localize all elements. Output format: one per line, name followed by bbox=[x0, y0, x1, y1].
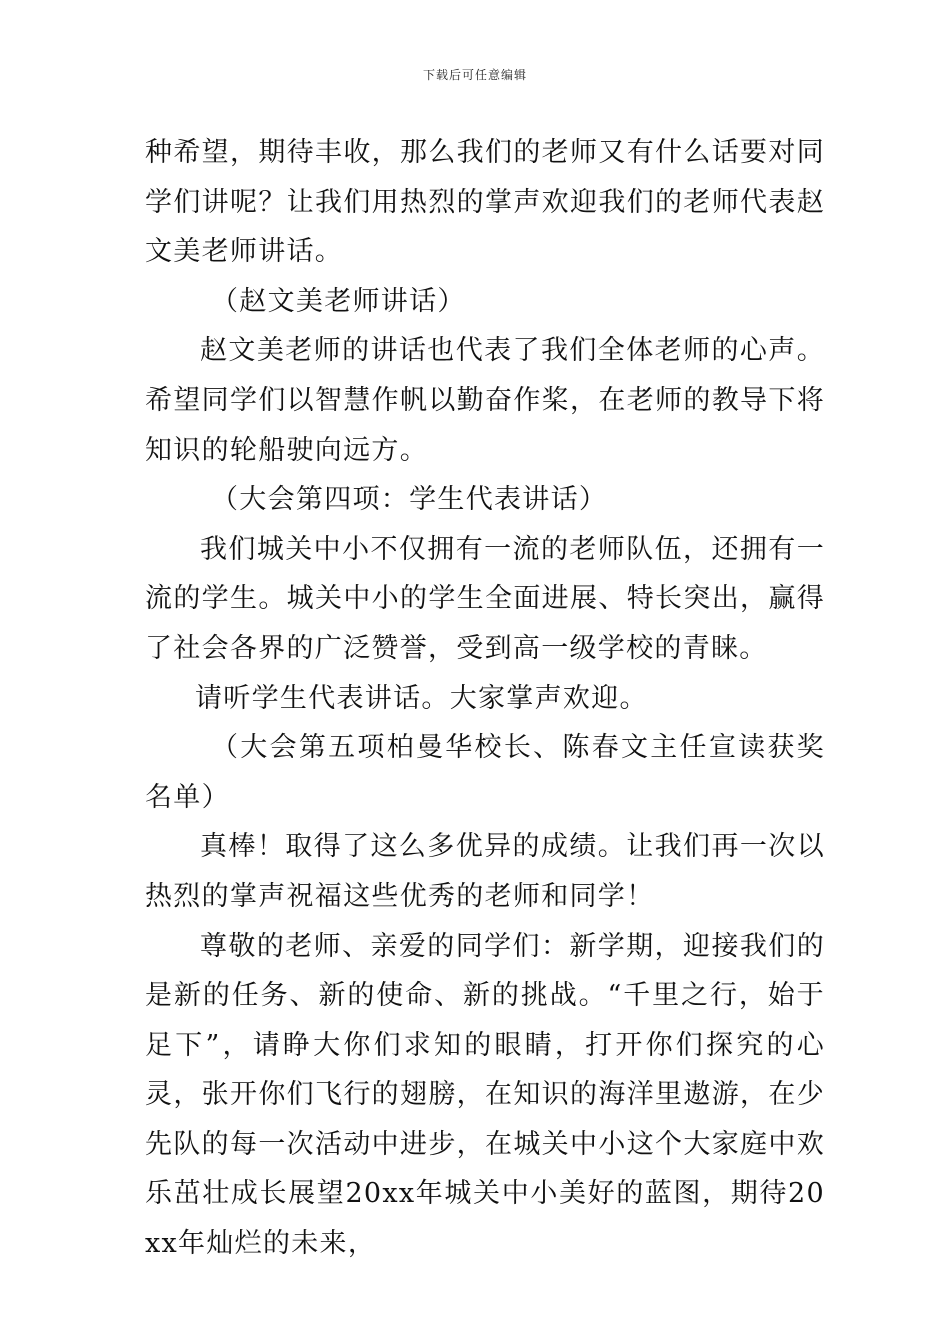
paragraph-1: 种希望，期待丰收，那么我们的老师又有什么话要对同学们讲呢？让我们用热烈的掌声欢迎我们的老师代表赵文美老师讲话。 bbox=[145, 137, 825, 268]
paragraph-6: 请听学生代表讲话。大家掌声欢迎。 bbox=[195, 682, 648, 714]
paragraph-7: （大会第五项柏曼华校长、陈春文主任宣读获奖名单） bbox=[145, 732, 825, 813]
paragraph-2: （赵文美老师讲话） bbox=[211, 285, 466, 317]
paragraph-8: 真棒！取得了这么多优异的成绩。让我们再一次以热烈的掌声祝福这些优秀的老师和同学！ bbox=[145, 831, 825, 912]
page-header: 下载后可任意编辑 bbox=[422, 68, 527, 82]
paragraph-5: 我们城关中小不仅拥有一流的老师队伍，还拥有一流的学生。城关中小的学生全面进展、特长突出，赢得了社会各界的广泛赞誉，受到高一级学校的青睐。 bbox=[145, 533, 825, 664]
paragraph-3: 赵文美老师的讲话也代表了我们全体老师的心声。希望同学们以智慧作帆以勤奋作桨，在老师的教导下将知识的轮船驶向远方。 bbox=[145, 335, 825, 466]
document-body bbox=[145, 128, 825, 1269]
paragraph-4: （大会第四项：学生代表讲话） bbox=[211, 484, 608, 516]
paragraph-9: 尊敬的老师、亲爱的同学们：新学期，迎接我们的是新的任务、新的使命、新的挑战。“千里之行，始于足下”，请睁大你们求知的眼睛，打开你们探究的心灵，张开你们飞行的翅膀，在知识的海洋里遨游，在少先队的每一次活动中进步，在城关中小这个大家庭中欢乐茁壮成长展望20xx年城关中小美好的蓝图，期待20xx年灿烂的未来， bbox=[145, 930, 825, 1260]
